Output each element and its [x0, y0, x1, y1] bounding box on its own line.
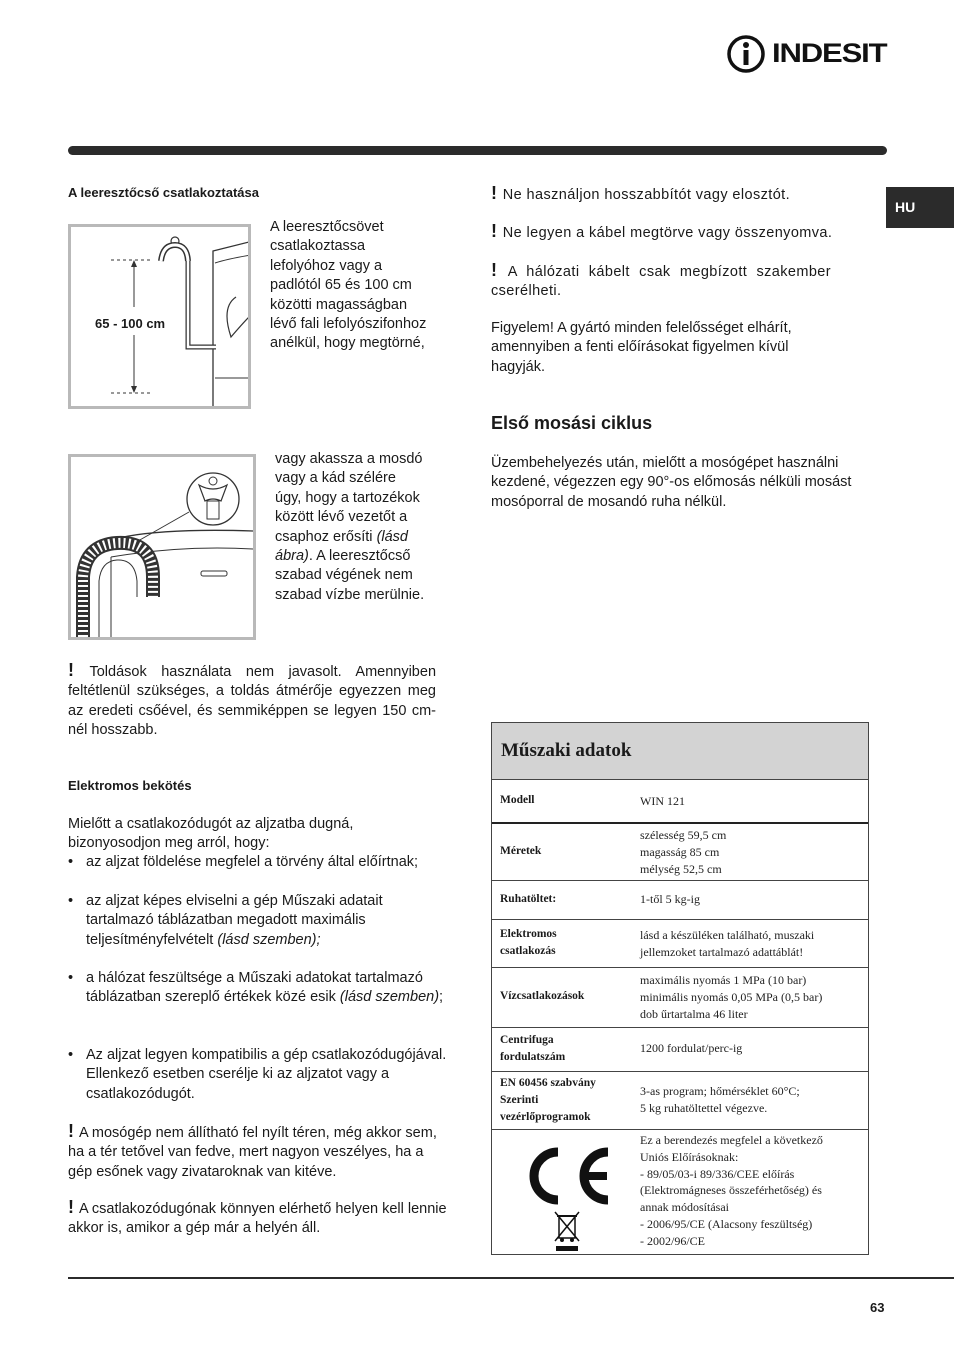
ce-compliance-text — [640, 1132, 823, 1250]
table-row — [492, 1027, 868, 1072]
list-text: az aljzat képes elviselni a gép Műszaki adatait tartalmazó táblázatban megadott maximális teljesítményfelvételt — [86, 893, 383, 948]
row-label: Modell — [500, 794, 535, 806]
value-line: mélység 52,5 cm — [640, 861, 722, 876]
row-value: 1-től 5 kg-ig — [640, 892, 700, 906]
first-wash-text: Üzembehelyezés után, mielőtt a mosógépet használni kezdené, végezzen egy 90°-os előmosás nélküli mosást mosóporral de mosandó ruha nélkül. — [491, 455, 852, 510]
warning-text: Ne használjon hosszabbítót vagy elosztót. — [502, 187, 791, 203]
table-row — [492, 880, 868, 920]
row-value: 1200 fordulat/perc-ig — [640, 1041, 743, 1055]
row-value — [640, 972, 822, 1022]
text-line: Mielőtt a csatlakozódugót az aljzatba dugná, — [68, 816, 354, 832]
row-value — [640, 827, 726, 877]
value-line: Uniós Előírásoknak: — [640, 1149, 739, 1164]
text-line: szabad végének nem — [275, 567, 413, 584]
electric-checklist — [68, 969, 448, 1008]
warning-text: A hálózati kábelt csak megbízott szakember cserélheti. — [491, 264, 831, 300]
language-tab: HU — [886, 187, 954, 228]
electric-checklist — [68, 1046, 448, 1104]
value-line: magasság 85 cm — [640, 844, 720, 859]
tech-data-table — [491, 722, 869, 1255]
cable-warning-3 — [491, 261, 831, 302]
drain-text-1 — [270, 218, 450, 354]
row-value: WIN 121 — [640, 794, 685, 808]
list-item — [68, 969, 448, 1008]
value-line: szélesség 59,5 cm — [640, 828, 727, 842]
warning-icon: ! — [491, 183, 503, 203]
table-row — [492, 1071, 868, 1130]
text-line: A leeresztőcsövet — [270, 219, 384, 235]
weee-bin-icon — [552, 1210, 582, 1252]
table-row — [492, 919, 868, 968]
value-line: dob űrtartalma 46 liter — [640, 1006, 748, 1021]
ce-mark — [514, 1146, 614, 1206]
table-row — [492, 822, 868, 882]
list-item — [68, 1046, 448, 1104]
warning-icon: ! — [68, 660, 90, 680]
electric-intro — [68, 815, 448, 854]
label-line: Szerinti — [500, 1094, 539, 1106]
table-row — [492, 1129, 868, 1255]
ce-mark-text — [614, 1146, 615, 1147]
liability-note: Figyelem! A gyártó minden felelősséget elhárít, amennyiben a fenti előírásokat figyelmen kívül hagyják. — [491, 320, 792, 375]
label-line: csatlakozás — [500, 945, 556, 957]
logo-text: INDESIT — [772, 38, 887, 68]
row-label: Ruhatöltet: — [500, 893, 557, 905]
table-row — [492, 967, 868, 1028]
list-item — [68, 853, 448, 872]
electric-checklist — [68, 892, 448, 950]
drain-height-figure — [68, 224, 251, 409]
drain-text-2 — [275, 450, 442, 605]
row-label: Vízcsatlakozások — [500, 990, 585, 1002]
italic-ref: (lásd — [376, 528, 408, 545]
row-label — [500, 926, 557, 960]
list-text: Az aljzat legyen kompatibilis a gép csatlakozódugójával. Ellenkező esetben cserélje ki az aljzatot vagy a csatlakozódugót. — [86, 1047, 447, 1102]
value-line: (Elektromágneses összeférhetőség) és — [640, 1183, 822, 1198]
drain-heading: A leeresztőcső csatlakoztatása — [68, 185, 260, 200]
page-number: 63 — [870, 1300, 885, 1315]
height-range-label: 65 - 100 cm — [95, 316, 166, 331]
text-line: közötti magasságban — [270, 296, 408, 313]
text-span: csaphoz erősíti — [275, 528, 373, 545]
text-span: . A leeresztőcső — [308, 548, 411, 565]
value-line: jellemzoket tartalmazó adattáblát! — [640, 944, 804, 959]
text-line: padlótól 65 és 100 cm — [270, 277, 412, 294]
table-row — [492, 779, 868, 823]
label-line: EN 60456 szabvány — [500, 1077, 596, 1089]
list-text: az aljzat földelése megfelel a törvény által előírtnak; — [86, 854, 419, 870]
access-warning — [68, 1198, 448, 1239]
value-line: - 89/05/03-i 89/336/CEE előírás — [640, 1166, 795, 1181]
text-line: úgy, hogy a tartozékok — [275, 489, 420, 506]
outdoor-warning — [68, 1122, 448, 1182]
cable-warning-2 — [491, 222, 861, 243]
ce-mark-icon — [514, 1146, 614, 1206]
electric-checklist — [68, 853, 448, 872]
text-line: vagy akassza a mosdó — [275, 451, 423, 467]
warning-icon: ! — [68, 1121, 79, 1141]
list-text: ; — [439, 989, 444, 1006]
warning-text: A csatlakozódugónak könnyen elérhető helyen kell lennie akkor is, amikor a gép már a helyén áll. — [68, 1201, 447, 1237]
indesit-logo — [726, 34, 896, 74]
warning-text: A mosógép nem állítható fel nyílt téren, még akkor sem, ha a tér tetővel van fedve, mert nagyon veszélyes, ha a gép esőnek vagy zivataroknak van kitéve. — [68, 1125, 437, 1180]
header-bar — [68, 146, 887, 155]
warning-icon: ! — [68, 1197, 79, 1217]
warning-icon: ! — [491, 260, 508, 280]
cable-warning-1 — [491, 184, 861, 205]
tech-table-title: Műszaki adatok — [492, 723, 868, 780]
label-line: Elektromos — [500, 928, 557, 940]
value-line: 3-as program; hőmérséklet 60°C; — [640, 1084, 800, 1098]
text-line: vagy a kád szélére — [275, 470, 396, 487]
label-line: vezérlőprogramok — [500, 1111, 591, 1123]
text-line: bizonyosodjon meg arról, hogy: — [68, 835, 270, 852]
warning-icon: ! — [491, 221, 503, 241]
value-line: - 2006/95/CE (Alacsony feszültség) — [640, 1216, 813, 1231]
row-label — [500, 1032, 565, 1066]
text-line: szabad vízbe merülnie. — [275, 586, 425, 603]
italic-ref: ábra) — [275, 548, 309, 565]
list-text: a hálózat feszültsége a Műszaki adatokat tartalmazó táblázatban szereplő értékek közé esik — [86, 970, 423, 1006]
value-line: lásd a készüléken található, muszaki — [640, 928, 815, 942]
logo-i-icon — [726, 34, 770, 74]
hose-hook-figure — [68, 454, 256, 640]
value-line: maximális nyomás 1 MPa (10 bar) — [640, 973, 807, 987]
value-line: annak módosításai — [640, 1200, 729, 1215]
text-line: között lévő vezetőt a — [275, 509, 408, 526]
label-line: Centrifuga — [500, 1034, 554, 1046]
text-line: lévő fali lefolyószifonhoz — [270, 316, 427, 333]
warning-text: Toldások használata nem javasolt. Amennyiben feltétlenül szükséges, a toldás átmérője egyezzen meg az eredeti csőével, és semmiképpen se legyen 150 cm-nél hosszabb. — [68, 664, 437, 739]
list-item — [68, 892, 448, 950]
value-line: 5 kg ruhatöltettel végezve. — [640, 1100, 768, 1115]
footer-rule — [68, 1277, 954, 1279]
italic-ref: (lásd szemben); — [217, 931, 321, 948]
warning-text: Ne legyen a kábel megtörve vagy összenyomva. — [502, 225, 833, 241]
electric-heading: Elektromos bekötés — [68, 778, 192, 793]
value-line: - 2002/96/CE — [640, 1233, 705, 1248]
text-line: lefolyóhoz vagy a — [270, 257, 383, 274]
text-line: csatlakoztassa — [270, 238, 366, 255]
text-line — [275, 528, 442, 547]
row-value — [640, 1083, 800, 1117]
text-line: anélkül, hogy megtörné, — [270, 335, 425, 352]
text-line — [275, 547, 442, 566]
italic-ref: (lásd szemben) — [339, 989, 440, 1006]
value-line: Ez a berendezés megfelel a következő — [640, 1133, 823, 1147]
label-line: fordulatszám — [500, 1051, 566, 1063]
row-label — [500, 1075, 596, 1126]
value-line: minimális nyomás 0,05 MPa (0,5 bar) — [640, 989, 823, 1004]
first-wash-title: Első mosási ciklus — [491, 413, 653, 433]
row-value — [640, 927, 814, 961]
row-label: Méretek — [500, 845, 542, 857]
extension-warning — [68, 661, 436, 741]
